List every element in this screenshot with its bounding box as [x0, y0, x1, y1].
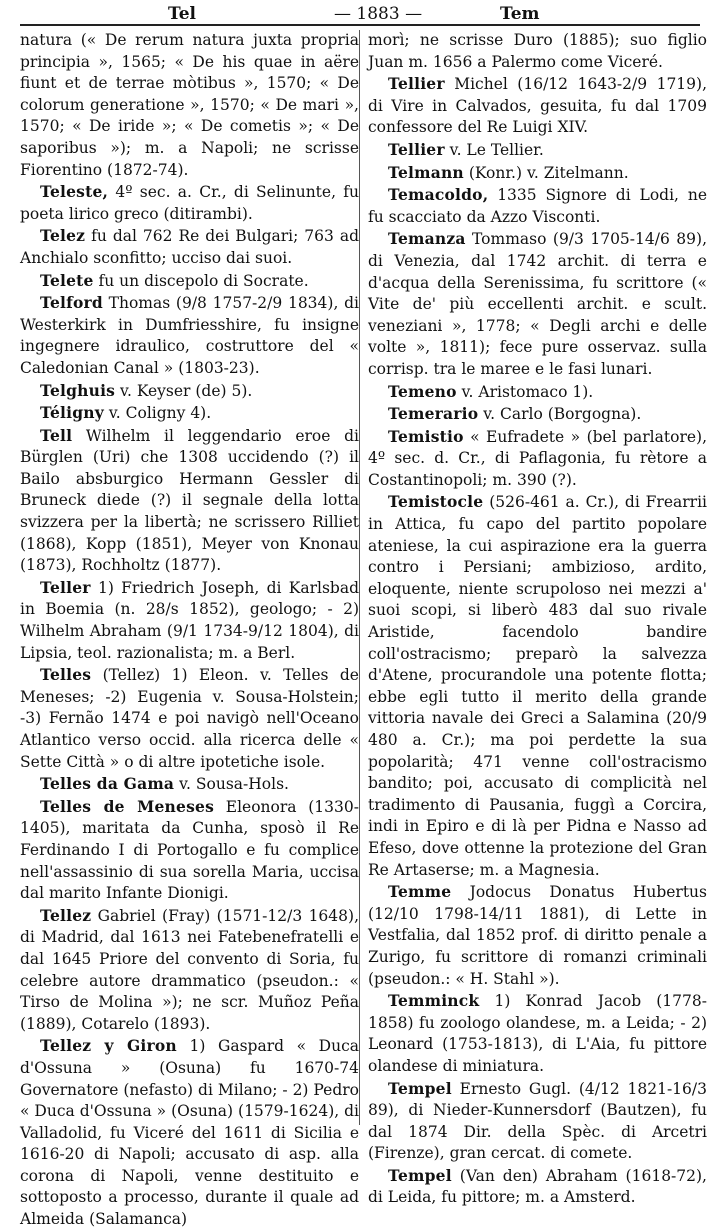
entry-text: v. Keyser (de) 5).: [120, 381, 253, 400]
entry-text: (Tellez) 1) Eleon. v. Telles de Meneses; -2) Eugenia v. Sousa-Holstein; -3) Fernão 1474 e poi navigò nell'Oceano Atlantico verso occid. alla ricerca delle « Sette Città » o di altre ipotetiche isole.: [20, 666, 359, 771]
entry-headword: Tempel: [388, 1078, 452, 1098]
entry-headword: Telghuis: [40, 380, 116, 400]
entry-headword: Temme: [388, 882, 452, 902]
dictionary-entry: [368, 162, 707, 185]
left-column: [20, 30, 359, 1231]
entry-text: 4º sec. a. Cr., di Selinunte, fu poeta lirico greco (ditirambi).: [20, 183, 359, 223]
dictionary-entry: [368, 184, 707, 228]
entry-headword: Tellier: [388, 139, 445, 159]
dictionary-entry: [20, 402, 359, 425]
entry-text: v. Aristomaco 1).: [461, 382, 594, 401]
entry-headword: Temacoldo,: [388, 185, 489, 205]
dictionary-entry: [20, 225, 359, 269]
page-number: — 1883 —: [334, 4, 423, 24]
dictionary-entry: [368, 381, 707, 404]
entry-text: morì; ne scrisse Duro (1885); suo figlio Juan m. 1656 a Palermo come Viceré.: [368, 31, 707, 71]
entry-headword: Tempel: [388, 1165, 452, 1185]
entry-headword: Temistocle: [388, 492, 484, 512]
entry-headword: Temminck: [388, 991, 480, 1011]
entry-text: Jodocus Donatus Hubertus (12/10 1798-14/11 1881), di Lette in Vestfalia, dal 1852 prof. di diritto penale a Zurigo, fu scrittore di romanzi criminali (pseudon.: « H. Stahl »).: [368, 883, 707, 988]
dictionary-entry: [20, 905, 359, 1036]
page-header: [0, 0, 718, 26]
entry-headword: Telles: [40, 665, 92, 685]
header-left-word: Tel: [168, 4, 196, 24]
entry-text: Eleonora (1330-1405), maritata da Cunha, sposò il Re Ferdinando I di Portogallo e fu complice nell'assassinio di sua sorella Maria, uccisa dal marito Infante Dionigi.: [20, 797, 359, 903]
entry-headword: Telmann: [388, 162, 464, 182]
dictionary-entry: [368, 228, 707, 380]
header-rule: [20, 24, 700, 26]
header-right-word: Tem: [500, 4, 540, 24]
dictionary-entry: [20, 773, 359, 796]
dictionary-entry: [368, 881, 707, 990]
entry-text: Michel (16/12 1643-2/9 1719), di Vire in Calvados, gesuita, fu dal 1709 confessore del Re Luigi XIV.: [368, 75, 707, 137]
entry-text: (Konr.) v. Zitelmann.: [468, 163, 629, 182]
dictionary-entry: [20, 796, 359, 905]
dictionary-entry: [368, 30, 707, 73]
entry-text: v. Le Tellier.: [449, 140, 544, 159]
entry-text: v. Coligny 4).: [108, 404, 212, 423]
entry-text: Tommaso (9/3 1705-14/6 89), di Venezia, dal 1742 archit. di terra e d'acqua della Serenissima, fu scrittore (« Vite de' più eccellenti archit. e scult. veneziani », 1778; « Degli archi e delle volte », 1811); fece pure osservaz. sulla corrisp. tra le maree e le fasi lunari.: [368, 230, 707, 378]
entry-text: fu un discepolo di Socrate.: [98, 271, 309, 290]
entry-text: v. Carlo (Borgogna).: [483, 405, 642, 424]
entry-headword: Temistio: [388, 426, 464, 446]
entry-headword: Telez: [40, 226, 86, 246]
entry-text: Wilhelm il leggendario eroe di Bürglen (Uri) che 1308 uccidendo (?) il Bailo absburgico Hermann Gessler di Bruneck diede (?) il segnale della lotta svizzera per la libertà; ne scrissero Rilliet (1868), Kopp (1851), Meyer von Knonau (1873), Rochholtz (1877).: [20, 426, 359, 575]
entry-headword: Teller: [40, 577, 91, 597]
entry-headword: Telles da Gama: [40, 774, 175, 794]
dictionary-entry: [20, 270, 359, 293]
entry-headword: Tellez: [40, 905, 92, 925]
entry-text: (Van den) Abraham (1618-72), di Leida, fu pittore; m. a Amsterd.: [368, 1166, 707, 1207]
entry-text: 1) Friedrich Joseph, di Karlsbad in Boemia (n. 28/s 1852), geologo; - 2) Wilhelm Abraham (9/1 1734-9/12 1804), di Lipsia, teol. razionalista; m. a Berl.: [20, 578, 359, 662]
dictionary-entry: [20, 664, 359, 773]
entry-headword: Tellier: [388, 74, 445, 94]
entry-headword: Teleste,: [40, 182, 109, 202]
entry-text: (526-461 a. Cr.), di Frearrii in Attica, fu capo del partito popolare ateniese, la cui aspirazione era la guerra contro i Persiani; ambizioso, ardito, eloquente, niente scrupoloso nei mezzi a' suoi scopi, si liberò 483 dal suo rivale Aristide, facendolo bandire coll'ostracismo; preparò la salvezza d'Atene, procurandole una potente flotta; ebbe egli tutto il merito della grande vittoria navale dei Greci a Salamina (20/9 480 a. Cr.); ma poi perdette la sua popolarità; 471 venne coll'ostracismo bandito; poi, accusato di complicità nel tradimento di Pausania, fuggì a Corcira, indi in Epiro e di là per Pidna e Nasso ad Efeso, dove ottenne la protezione del Gran Re Artaserse; m. a Magnesia.: [368, 493, 707, 879]
entry-headword: Tell: [40, 425, 73, 445]
dictionary-entry: [368, 139, 707, 162]
column-separator: [359, 30, 360, 1125]
entry-text: 1335 Signore di Lodi, ne fu scacciato da Azzo Visconti.: [368, 186, 707, 226]
dictionary-entry: [368, 1165, 707, 1209]
entry-text: fu dal 762 Re dei Bulgari; 763 ad Anchialo sconfitto; ucciso dai suoi.: [20, 227, 359, 267]
dictionary-entry: [368, 426, 707, 492]
dictionary-entry: [20, 181, 359, 225]
entry-headword: Telles de Meneses: [40, 796, 214, 816]
right-column: [368, 30, 707, 1209]
dictionary-entry: [368, 990, 707, 1077]
entry-text: 1) Konrad Jacob (1778-1858) fu zoologo olandese, m. a Leida; - 2) Leonard (1753-1813), di L'Aia, fu pittore olandese di miniatura.: [368, 992, 707, 1075]
entry-headword: Tellez y Giron: [40, 1036, 177, 1056]
dictionary-entry: [20, 380, 359, 403]
dictionary-entry: [368, 1078, 707, 1165]
dictionary-entry: [368, 73, 707, 139]
dictionary-entry: [20, 425, 359, 577]
entry-headword: Téligny: [40, 403, 104, 423]
entry-text: v. Sousa-Hols.: [179, 775, 289, 794]
entry-headword: Temanza: [388, 229, 466, 249]
entry-text: natura (« De rerum natura juxta propria principia », 1565; « De his quae in aëre fiunt et de terrae mòtibus », 1570; « De colorum generatione », 1570; « De mari », 1570; « De iride »; « De cometis »; « De saporibus »); m. a Napoli; ne scrisse Fiorentino (1872-74).: [20, 31, 359, 179]
entry-text: Gabriel (Fray) (1571-12/3 1648), di Madrid, dal 1613 nei Fatebenefratelli e dal 1645 Priore del convento di Soria, fu celebre autore drammatico (pseudon.: « Tirso de Molina »); ne scr. Muñoz Peña (1889), Cotarelo (1893).: [20, 906, 359, 1033]
entry-text: Ernesto Gugl. (4/12 1821-16/3 89), di Nieder-Kunnersdorf (Bautzen), fu dal 1874 Dir. della Spèc. di Arcetri (Firenze), gran cercat. di comete.: [368, 1079, 707, 1163]
entry-headword: Temerario: [388, 404, 479, 424]
entry-text: Thomas (9/8 1757-2/9 1834), di Westerkirk in Dumfriesshire, fu insigne ingegnere idraulico, costruttore del « Caledonian Canal » (1803-23).: [20, 294, 359, 377]
entry-headword: Telete: [40, 270, 94, 290]
dictionary-entry: [368, 491, 707, 881]
entry-headword: Telford: [40, 293, 103, 313]
entry-text: 1) Gaspard « Duca d'Ossuna » (Osuna) fu 1670-74 Governatore (nefasto) di Milano; - 2) Pedro « Duca d'Ossuna » (Osuna) (1579-1624), di Valladolid, fu Viceré del 1611 di Sicilia e 1616-20 di Napoli; accusato di asp. alla corona di Napoli, venne destituito e sottoposto a processo, durante il quale ad Almeida (Salamanca): [20, 1037, 360, 1229]
dictionary-entry: [20, 30, 359, 181]
dictionary-entry: [20, 292, 359, 379]
dictionary-entry: [20, 577, 359, 664]
dictionary-entry: [368, 403, 707, 426]
entry-text: « Eufradete » (bel parlatore), 4º sec. d. Cr., di Paflagonia, fu rètore a Costantinopoli; m. 390 (?).: [368, 427, 707, 489]
entry-headword: Temeno: [388, 381, 457, 401]
